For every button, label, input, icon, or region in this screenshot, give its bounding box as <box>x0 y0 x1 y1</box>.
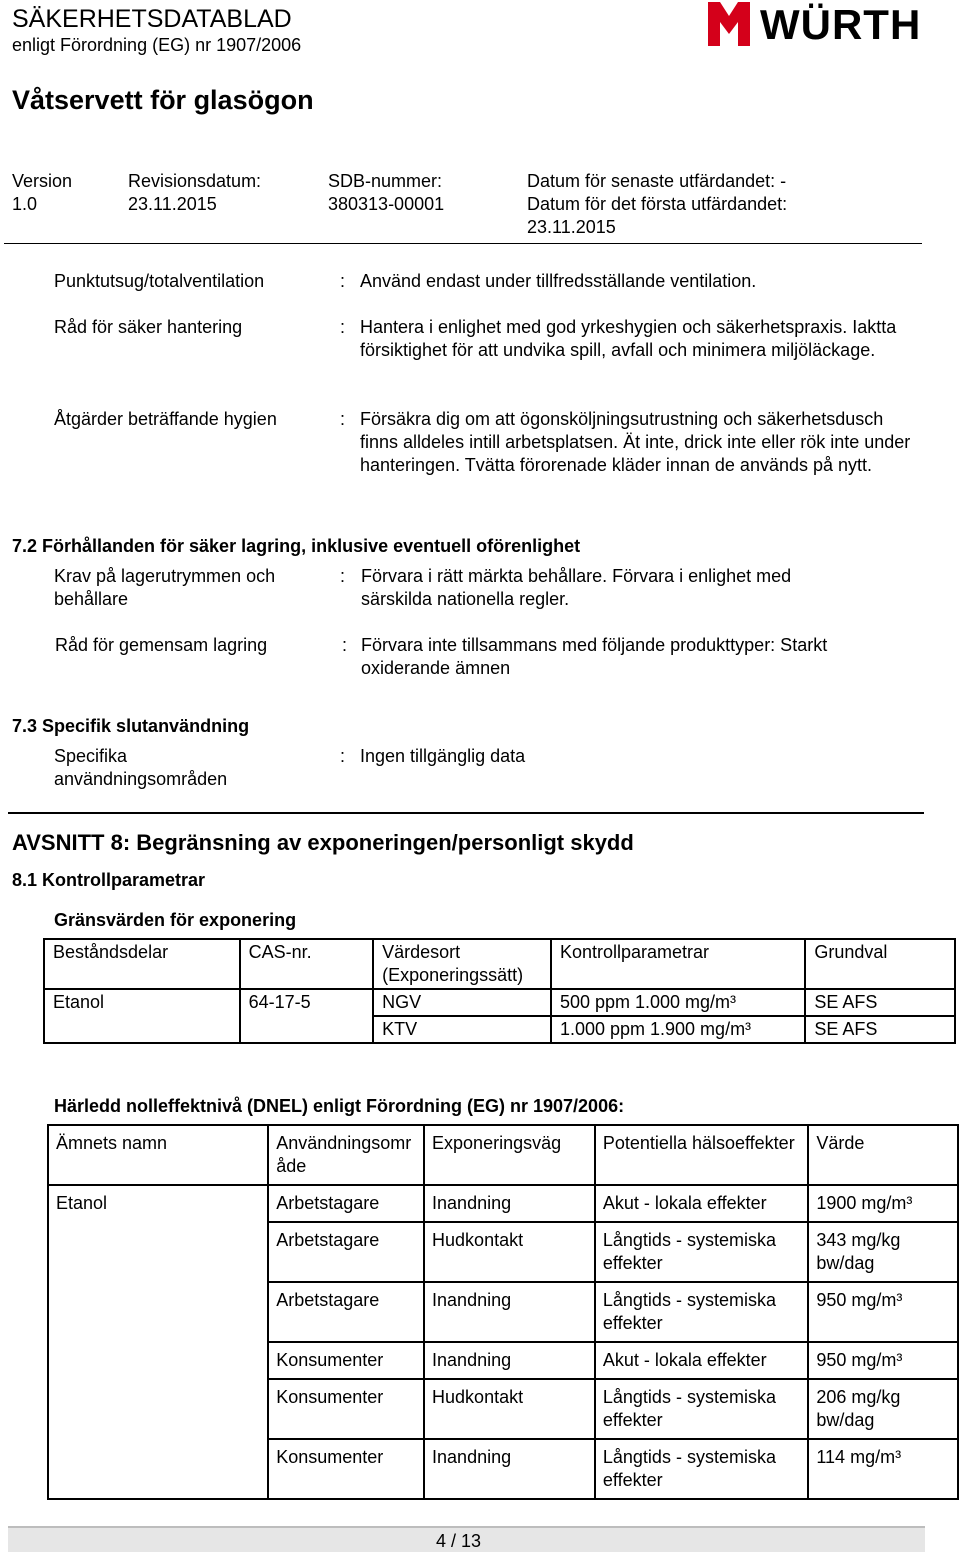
version-label: Version <box>12 171 73 191</box>
meta-version <box>12 170 72 216</box>
regulation-subtitle: enligt Förordning (EG) nr 1907/2006 <box>12 35 302 55</box>
table-row <box>48 1439 958 1499</box>
table-cell: Konsumenter <box>268 1342 424 1379</box>
header-cell: Beståndsdelar <box>44 939 240 989</box>
joint-storage-label: Råd för gemensam lagring <box>55 635 268 655</box>
header-cell: Grundval <box>805 939 955 989</box>
first-issue-label: Datum för det första utfärdandet: <box>527 194 788 214</box>
header-cell: CAS-nr. <box>240 939 374 989</box>
colon: : <box>340 566 346 586</box>
header-cell: Användningsområde <box>268 1125 424 1185</box>
colon: : <box>340 746 346 766</box>
table-cell <box>48 1439 268 1499</box>
table-cell: Etanol <box>48 1185 268 1222</box>
table-cell: Konsumenter <box>268 1439 424 1499</box>
brand-name: WÜRTH <box>760 1 922 48</box>
joint-storage-value: Förvara inte tillsammans med följande produkttyper: Starkt oxiderande ämnen <box>361 635 828 678</box>
table-cell: Inandning <box>424 1439 595 1499</box>
specific-uses-value: Ingen tillgänglig data <box>360 746 526 766</box>
table-cell: Inandning <box>424 1282 595 1342</box>
first-issue-value: 23.11.2015 <box>527 217 616 237</box>
table-row <box>48 1185 958 1222</box>
wurth-logo-icon <box>708 2 750 46</box>
dnel-table <box>47 1124 959 1500</box>
table-cell: Etanol <box>44 989 240 1016</box>
table-cell <box>48 1342 268 1379</box>
table-cell: Akut - lokala effekter <box>595 1185 808 1222</box>
table-cell: Långtids - systemiska effekter <box>595 1282 808 1342</box>
section-divider <box>8 812 924 814</box>
table-row <box>48 1379 958 1439</box>
table-cell <box>44 1016 240 1043</box>
table-cell: Arbetstagare <box>268 1222 424 1282</box>
table-cell: 64-17-5 <box>240 989 374 1016</box>
header-cell: Värdesort (Exponeringssätt) <box>373 939 551 989</box>
section-7-3-heading: 7.3 Specifik slutanvändning <box>12 716 250 736</box>
table-header-row <box>48 1125 958 1185</box>
table-cell: NGV <box>373 989 551 1016</box>
header-divider <box>4 243 922 244</box>
table-cell: Inandning <box>424 1342 595 1379</box>
safe-handling-value: Hantera i enlighet med god yrkeshygien och säkerhetspraxis. Iaktta försiktighet för att undvika spill, avfall och minimera miljöläckage. <box>360 317 897 360</box>
product-name: Våtservett för glasögon <box>12 85 314 115</box>
exposure-limits-title: Gränsvärden för exponering <box>54 910 297 930</box>
colon: : <box>342 635 348 655</box>
table-row <box>48 1222 958 1282</box>
wurth-logo <box>708 2 926 48</box>
safe-handling-label: Råd för säker hantering <box>54 317 243 337</box>
table-cell: 114 mg/m³ <box>808 1439 958 1499</box>
section-8-1-heading: 8.1 Kontrollparametrar <box>12 870 206 890</box>
table-cell <box>48 1282 268 1342</box>
table-cell: 950 mg/m³ <box>808 1342 958 1379</box>
header-cell: Kontrollparametrar <box>551 939 805 989</box>
table-row <box>48 1282 958 1342</box>
table-cell: 206 mg/kg bw/dag <box>808 1379 958 1439</box>
table-header-row <box>44 939 955 989</box>
revision-label: Revisionsdatum: <box>128 171 262 191</box>
header-cell: Potentiella hälsoeffekter <box>595 1125 808 1185</box>
meta-sdb <box>328 170 444 216</box>
table-cell: Arbetstagare <box>268 1282 424 1342</box>
table-row <box>48 1342 958 1379</box>
specific-uses-label: Specifika användningsområden <box>54 746 228 789</box>
last-issue-date: Datum för senaste utfärdandet: - <box>527 171 787 191</box>
header-cell: Exponeringsväg <box>424 1125 595 1185</box>
header-cell: Ämnets namn <box>48 1125 268 1185</box>
sdb-label: SDB-nummer: <box>328 171 443 191</box>
table-cell: Långtids - systemiska effekter <box>595 1222 808 1282</box>
meta-revision <box>128 170 261 216</box>
table-cell <box>48 1379 268 1439</box>
ventilation-value: Använd endast under tillfredsställande ventilation. <box>360 271 757 291</box>
table-cell: Långtids - systemiska effekter <box>595 1439 808 1499</box>
hygiene-value: Försäkra dig om att ögonsköljningsutrustning och säkerhetsdusch finns alldeles intill arbetsplatsen. Ät inte, drick inte eller rök inte under hanteringen. Tvätta förorenade kläder innan de används på nytt. <box>360 409 911 475</box>
table-cell: Akut - lokala effekter <box>595 1342 808 1379</box>
table-cell: Arbetstagare <box>268 1185 424 1222</box>
page-number: 4 / 13 <box>435 1531 482 1551</box>
table-cell: KTV <box>373 1016 551 1043</box>
meta-issue-dates <box>527 170 787 239</box>
table-row <box>44 989 955 1016</box>
table-cell: Inandning <box>424 1185 595 1222</box>
table-cell: Hudkontakt <box>424 1222 595 1282</box>
exposure-limits-table <box>43 938 956 1044</box>
table-cell: Konsumenter <box>268 1379 424 1439</box>
table-cell <box>240 1016 374 1043</box>
revision-value: 23.11.2015 <box>128 194 217 214</box>
table-cell: 500 ppm 1.000 mg/m³ <box>551 989 805 1016</box>
section-7-2-heading: 7.2 Förhållanden för säker lagring, inklusive eventuell oförenlighet <box>12 536 581 556</box>
storage-requirements-label: Krav på lagerutrymmen och behållare <box>54 566 276 609</box>
section-8-heading: AVSNITT 8: Begränsning av exponeringen/personligt skydd <box>12 830 634 855</box>
table-cell: 950 mg/m³ <box>808 1282 958 1342</box>
colon: : <box>340 409 346 429</box>
header-cell: Värde <box>808 1125 958 1185</box>
table-cell: SE AFS <box>805 989 955 1016</box>
table-cell: Långtids - systemiska effekter <box>595 1379 808 1439</box>
dnel-title: Härledd nolleffektnivå (DNEL) enligt Förordning (EG) nr 1907/2006: <box>54 1096 625 1116</box>
ventilation-label: Punktutsug/totalventilation <box>54 271 265 291</box>
table-cell: SE AFS <box>805 1016 955 1043</box>
hygiene-label: Åtgärder beträffande hygien <box>54 409 277 429</box>
storage-requirements-value: Förvara i rätt märkta behållare. Förvara i enlighet med särskilda nationella regler. <box>361 566 792 609</box>
table-cell: Hudkontakt <box>424 1379 595 1439</box>
table-cell: 343 mg/kg bw/dag <box>808 1222 958 1282</box>
colon: : <box>340 317 346 337</box>
version-value: 1.0 <box>12 194 38 214</box>
table-cell: 1900 mg/m³ <box>808 1185 958 1222</box>
table-cell <box>48 1222 268 1282</box>
table-row <box>44 1016 955 1043</box>
document-title: SÄKERHETSDATABLAD <box>12 5 292 33</box>
sdb-value: 380313-00001 <box>328 194 445 214</box>
colon: : <box>340 271 346 291</box>
table-cell: 1.000 ppm 1.900 mg/m³ <box>551 1016 805 1043</box>
